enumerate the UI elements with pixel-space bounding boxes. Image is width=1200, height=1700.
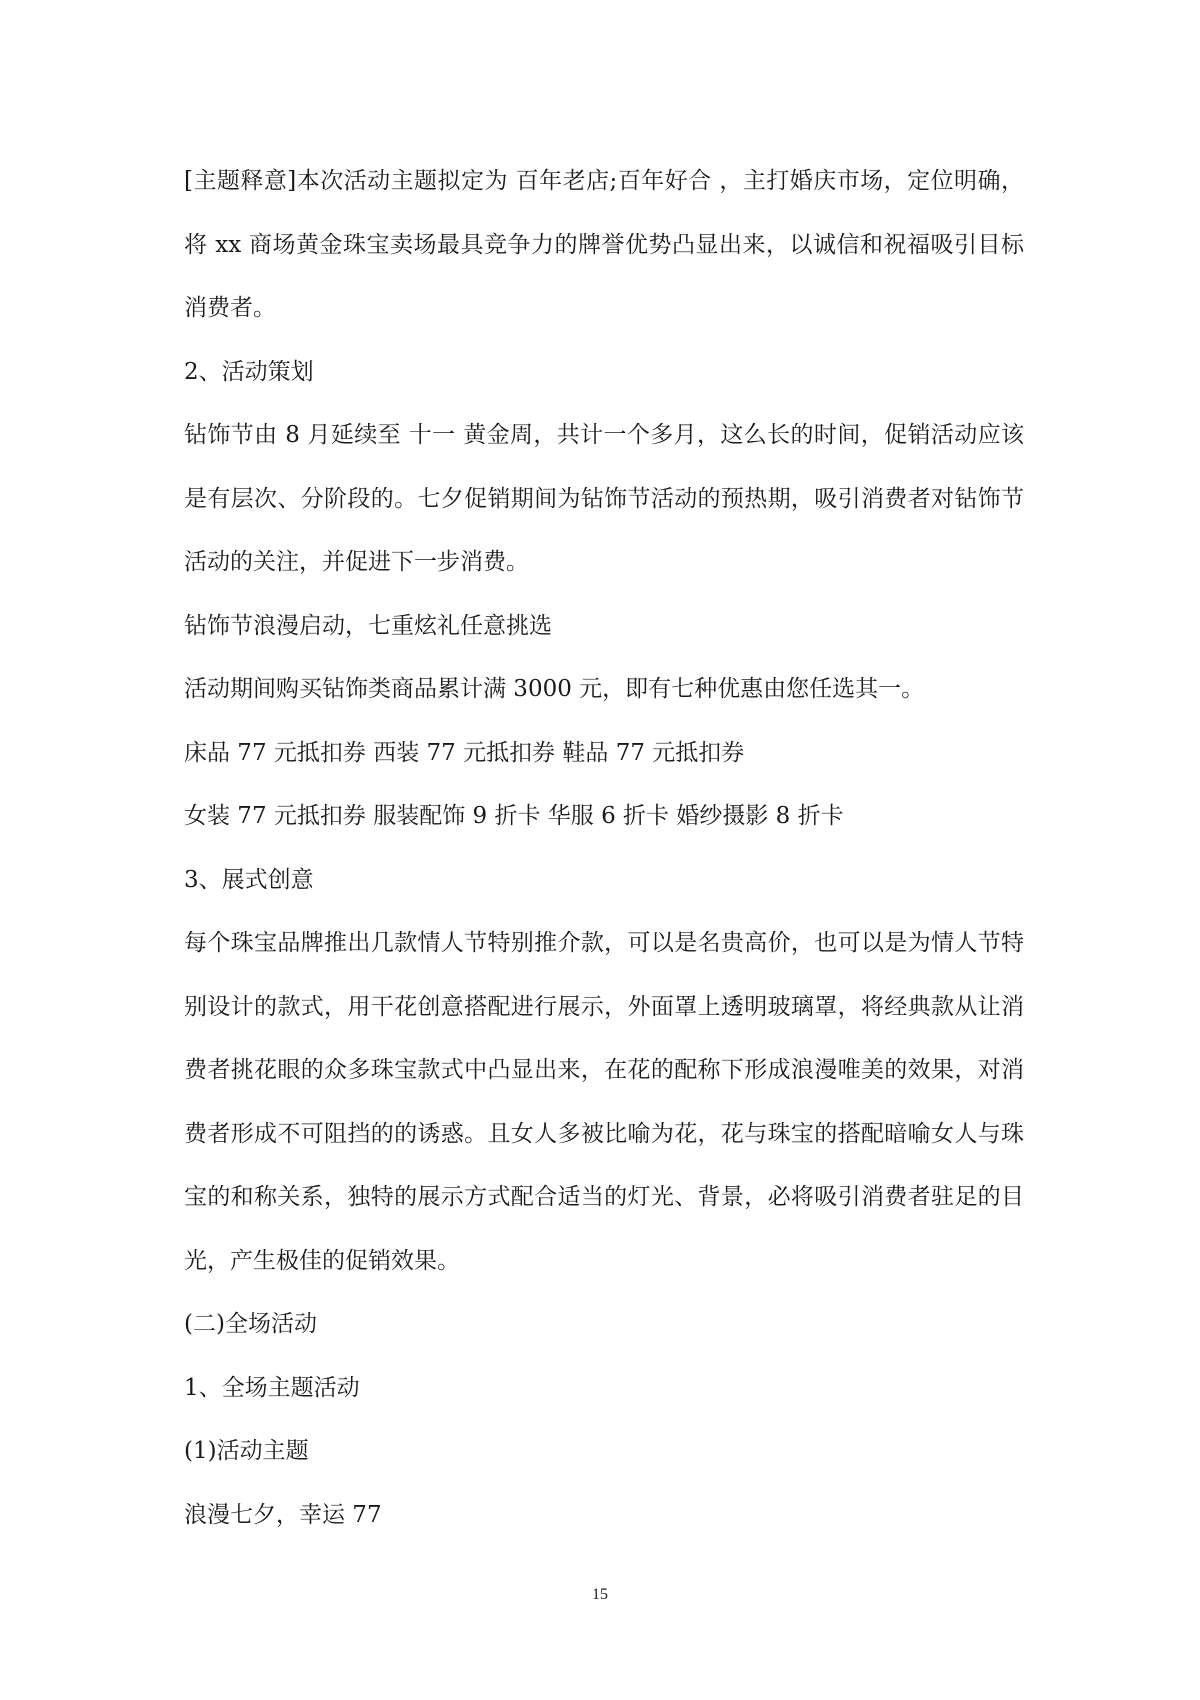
heading-store-wide-activity: (二)全场活动 [184, 1311, 317, 1337]
paragraph-coupon-list-1: 床品 77 元抵扣券 西装 77 元抵扣券 鞋品 77 元抵扣券 [184, 739, 745, 766]
heading-display-creative: 3、展式创意 [184, 866, 314, 893]
heading-store-wide-theme-activity: 1、全场主题活动 [184, 1374, 360, 1401]
paragraph-theme-slogan: 浪漫七夕，幸运 77 [184, 1501, 382, 1528]
page-number: 15 [592, 1586, 608, 1603]
heading-activity-planning: 2、活动策划 [184, 358, 314, 385]
document-body [184, 150, 1024, 1547]
paragraph-display-description: 每个珠宝品牌推出几款情人节特别推介款，可以是名贵高价，也可以是为情人节特别设计的款式，用干花创意搭配进行展示，外面罩上透明玻璃罩，将经典款从让消费者挑花眼的众多珠宝款式中凸显出来，在花的配称下形成浪漫唯美的效果，对消费者形成不可阻挡的的诱惑。且女人多被比喻为花，花与珠宝的搭配暗喻女人与珠宝的和称关系，独特的展示方式配合适当的灯光、背景，必将吸引消费者驻足的目光，产生极佳的促销效果。 [184, 930, 1024, 1274]
paragraph-theme-explanation: [主题释意]本次活动主题拟定为 百年老店;百年好合 ，主打婚庆市场，定位明确，将 xx 商场黄金珠宝卖场最具竞争力的牌誉优势凸显出来，以诚信和祝福吸引目标消费者。 [184, 168, 1024, 321]
paragraph-coupon-list-2: 女装 77 元抵扣券 服装配饰 9 折卡 华服 6 折卡 婚纱摄影 8 折卡 [184, 803, 844, 829]
paragraph-festival-schedule: 钻饰节由 8 月延续至 十一 黄金周，共计一个多月，这么长的时间，促销活动应该是有层次、分阶段的。七夕促销期间为钻饰节活动的预热期，吸引消费者对钻饰节活动的关注，并促进下一步消费。 [184, 422, 1024, 575]
paragraph-purchase-offer: 活动期间购买钻饰类商品累计满 3000 元，即有七种优惠由您任选其一。 [184, 676, 925, 702]
heading-activity-theme: (1)活动主题 [184, 1438, 309, 1464]
paragraph-festival-launch: 钻饰节浪漫启动，七重炫礼任意挑选 [184, 612, 552, 639]
